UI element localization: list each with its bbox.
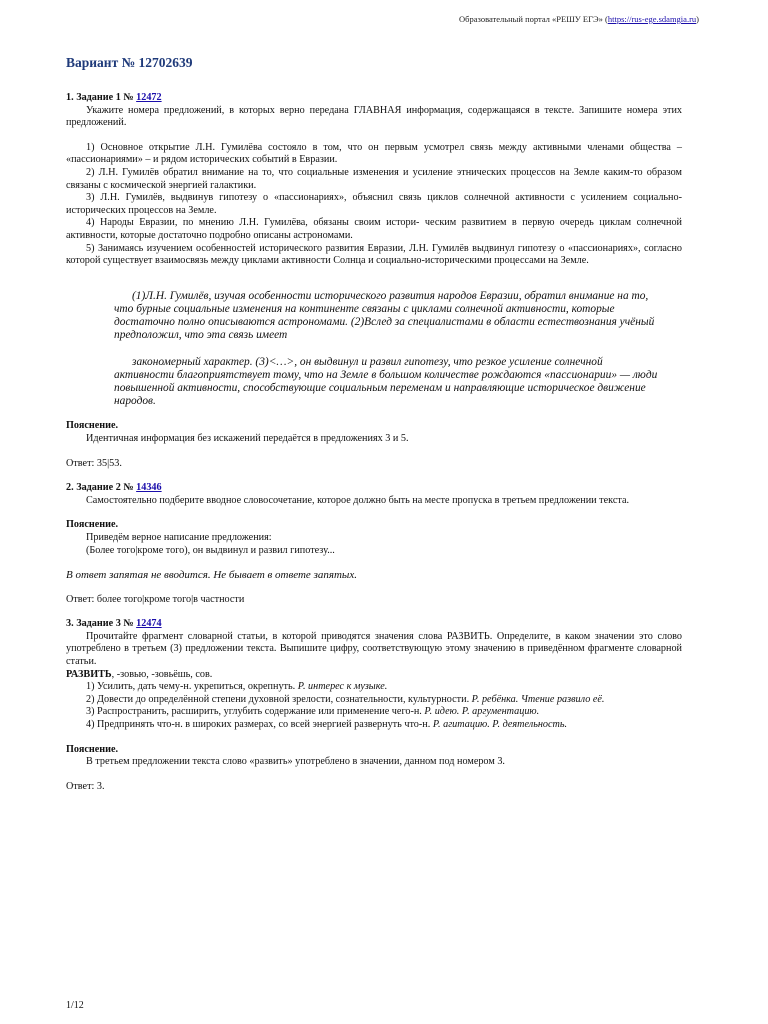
header-prefix: Образовательный портал «РЕШУ ЕГЭ» ( [459, 14, 608, 24]
source-text-part-2: закономерный характер. (3)<…>, он выдвинул и развил гипотезу, что резкое усиление солнечной активности благоприятствует тому, что на Земле в большом количестве рождаются «пассионарии» — люди повышенной активности, способствующие социальным переменам и направляющие историческое движение народов. [114, 355, 658, 408]
task-1-explanation-label: Пояснение. [66, 420, 119, 432]
task-2-answer: Ответ: более того|кроме того|в частности [66, 593, 245, 605]
dictionary-meaning: 1) Усилить, дать чему-н. укрепиться, окрепнуть. Р. интерес к музыке. [86, 681, 388, 693]
task-2-explanation-label: Пояснение. [66, 519, 119, 531]
document-body [66, 92, 682, 793]
task-1-option: 2) Л.Н. Гумилёв обратил внимание на то, что социальные изменения и усиление этнических процессов на Земле каким-то образом связаны с космической энергией галактики. [66, 166, 682, 191]
task-2-heading: 2. Задание 2 № 14346 [66, 482, 162, 494]
task-1-prompt: Укажите номера предложений, в которых верно передана ГЛАВНАЯ информация, содержащаяся в тексте. Запишите номера этих предложений. [66, 104, 682, 129]
task-3-explanation-label: Пояснение. [66, 743, 119, 755]
source-text-part-1: (1)Л.Н. Гумилёв, изучая особенности исторического развития народов Евразии, обратил внимание на то, что бурные социальные изменения на континенте связаны с циклами солнечной активности, которые достаточно полно описываются астрономами. (2)Вслед за специалистами в области естествознания учёный предположил, что эта связь имеет [114, 289, 655, 342]
task-1-link[interactable]: 12472 [136, 92, 162, 103]
portal-link[interactable]: https://rus-ege.sdamgia.ru [607, 14, 697, 24]
task-1-option: 3) Л.Н. Гумилёв, выдвинув гипотезу о «пассионариях», объяснил связь циклов солнечной активности с усилением социально-исторических процессов на Земле. [66, 192, 682, 216]
task-1-option: 4) Народы Евразии, по мнению Л.Н. Гумилёва, обязаны своим истори- ческим развитием в первую очередь циклам солнечной активности, которые достаточно подробно описаны астрономами. [66, 217, 682, 241]
dictionary-meaning: 2) Довести до определённой степени духовной зрелости, сознательности, культурности. Р. ребёнка. Чтение развило её. [86, 693, 605, 705]
task-1-option: 5) Занимаясь изучением особенностей исторического развития Евразии, Л.Н. Гумилёв выдвинул гипотезу о «пассионариях», согласно которой существует взаимосвязь между циклами активности Солнца и социально-историческими процессами на Земле. [66, 242, 682, 267]
task-2-link[interactable]: 14346 [136, 482, 162, 494]
variant-title: Вариант № 12702639 [66, 55, 193, 70]
portal-header [459, 14, 699, 24]
header-suffix: ) [696, 14, 699, 24]
task-1-heading: 1. Задание 1 № 12472 [66, 92, 162, 103]
dictionary-meaning: 3) Распространить, расширить, углубить содержание или применение чего-н. Р. идею. Р. аргументацию. [86, 706, 540, 718]
page-number: 1/12 [66, 1000, 84, 1011]
task-3-link[interactable]: 12474 [136, 618, 162, 630]
task-2-explanation-line: Приведём верное написание предложения: [86, 531, 272, 543]
task-3-answer: Ответ: 3. [66, 780, 105, 792]
task-2-prompt: Самостоятельно подберите вводное словосочетание, которое должно быть на месте пропуска в третьем предложении текста. [86, 494, 630, 506]
task-2-note: В ответ запятая не вводится. Не бывает в ответе запятых. [66, 569, 357, 582]
task-3-heading: 3. Задание 3 № 12474 [66, 618, 162, 630]
task-1-explanation: Идентичная информация без искажений передаётся в предложениях 3 и 5. [86, 432, 409, 444]
task-2-explanation-line: (Более того|кроме того), он выдвинул и развил гипотезу... [86, 544, 335, 556]
task-3-prompt: Прочитайте фрагмент словарной статьи, в которой приводятся значения слова РАЗВИТЬ. Определите, в каком значении это слово употреблено в третьем (3) предложении текста. Выпишите цифру, соответствующую этому значению в приведённом фрагменте словарной статьи. [66, 630, 682, 668]
dictionary-entry-head: РАЗВИТЬ, -зовью, -зовьёшь, сов. [66, 668, 213, 680]
headword: РАЗВИТЬ [66, 668, 112, 680]
task-3-explanation: В третьем предложении текста слово «развить» употреблено в значении, данном под номером 3. [86, 756, 505, 768]
task-1-answer: Ответ: 35|53. [66, 457, 122, 469]
task-1-option: 1) Основное открытие Л.Н. Гумилёва состояло в том, что он первым усмотрел связь между активными членами общества – «пассионариями» – и рядом исторических событий в Евразии. [66, 141, 682, 166]
dictionary-meaning: 4) Предпринять что-н. в широких размерах, со всей энергией развернуть что-н. Р. агитацию. Р. деятельность. [86, 719, 568, 731]
source-text [114, 290, 664, 409]
